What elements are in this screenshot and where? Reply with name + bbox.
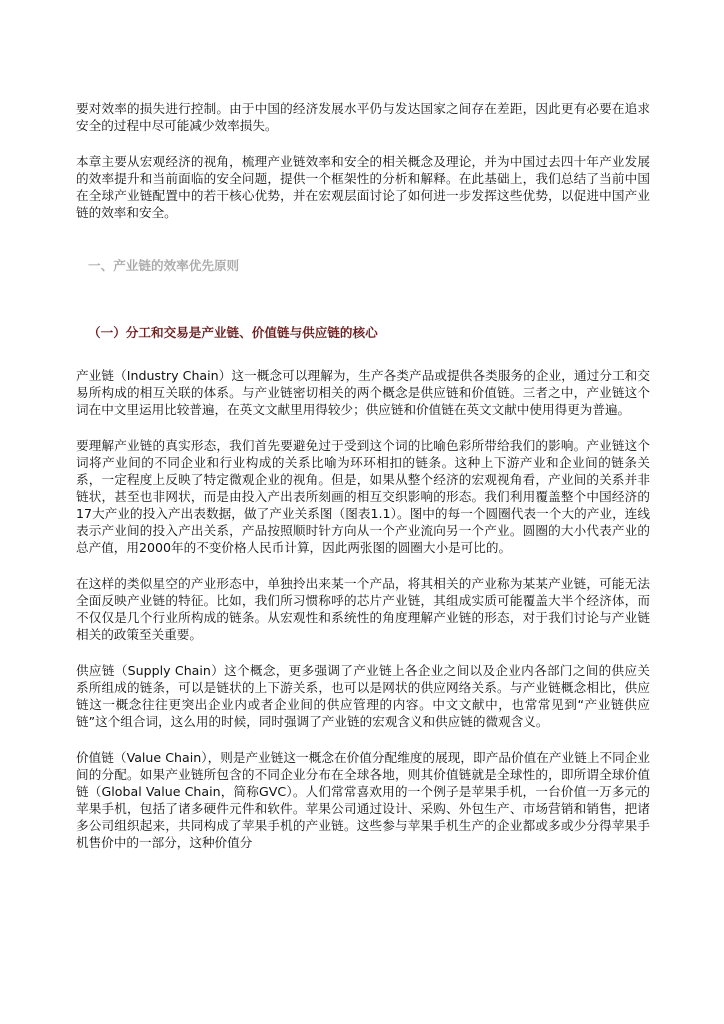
paragraph-intro-efficiency: 要对效率的损失进行控制。由于中国的经济发展水平仍与发达国家之间存在差距，因此更有必要在追求安全的过程中尽可能减少效率损失。 — [76, 101, 650, 133]
paragraph-supply-chain: 供应链（Supply Chain）这个概念，更多强调了产业链上各企业之间以及企业内各部门之间的供应关系所组成的链条，可以是链状的上下游关系，也可以是网状的供应网络关系。与产业链概念相比，供应链这一概念往往更突出企业内或者企业间的供应管理的内容。中文文献中，也常常见到“产业链供应链”这个组合词，这么用的时候，同时强调了产业链的宏观含义和供应链的微观含义。 — [76, 663, 650, 729]
document-page — [76, 100, 650, 851]
paragraph-starry-form: 在这样的类似星空的产业形态中，单独拎出来某一个产品，将其相关的产业称为某某产业链，可能无法全面反映产业链的特征。比如，我们所习惯称呼的芯片产业链，其组成实质可能覆盖大半个经济体，而不仅仅是几个行业所构成的链条。从宏观性和系统性的角度理解产业链的形态，对于我们讨论与产业链相关的政策至关重要。 — [76, 576, 650, 642]
section-heading: 一、产业链的效率优先原则 — [88, 258, 240, 273]
paragraph-industry-chain: 产业链（Industry Chain）这一概念可以理解为，生产各类产品或提供各类服务的企业，通过分工和交易所构成的相互关联的体系。与产业链密切相关的两个概念是供应链和价值链。三者之中，产业链这个词在中文里运用比较普遍，在英文文献里用得较少；供应链和价值链在英文文献中使用得更为普遍。 — [76, 368, 650, 417]
paragraph-value-chain: 价值链（Value Chain），则是产业链这一概念在价值分配维度的展现，即产品价值在产业链上不同企业间的分配。如果产业链所包含的不同企业分布在全球各地，则其价值链就是全球性的，即所谓全球价值链（Global Value Chain，简称GVC）。人们常常喜欢用的一个例子是苹果手机，一台价值一万多元的苹果手机，包括了诸多硬件元件和软件。苹果公司通过设计、采购、外包生产、市场营销和销售，把诸多公司组织起来，共同构成了苹果手机的产业链。这些参与苹果手机生产的企业都或多或少分得苹果手机售价中的一部分，这种价值分 — [76, 750, 650, 850]
subsection-heading: （一）分工和交易是产业链、价值链与供应链的核心 — [88, 325, 378, 340]
paragraph-chapter-overview: 本章主要从宏观经济的视角，梳理产业链效率和安全的相关概念及理论，并为中国过去四十年产业发展的效率提升和当前面临的安全问题，提供一个框架性的分析和解释。在此基础上，我们总结了当前中国在全球产业链配置中的若干核心优势，并在宏观层面讨论了如何进一步发挥这些优势，以促进中国产业链的效率和安全。 — [76, 154, 650, 220]
paragraph-chain-form: 要理解产业链的真实形态，我们首先要避免过于受到这个词的比喻色彩所带给我们的影响。产业链这个词将产业间的不同企业和行业构成的关系比喻为环环相扣的链条。这种上下游产业和企业间的链条关系，一定程度上反映了特定微观企业的视角。但是，如果从整个经济的宏观视角看，产业间的关系并非链状，甚至也非网状，而是由投入产出表所刻画的相互交织影响的形态。我们利用覆盖整个中国经济的17大产业的投入产出表数据，做了产业关系图（图表1.1）。图中的每一个圆圈代表一个大的产业，连线表示产业间的投入产出关系，产品按照顺时针方向从一个产业流向另一个产业。圆圈的大小代表产业的总产值，用2000年的不变价格人民币计算，因此两张图的圆圈大小是可比的。 — [76, 438, 650, 555]
